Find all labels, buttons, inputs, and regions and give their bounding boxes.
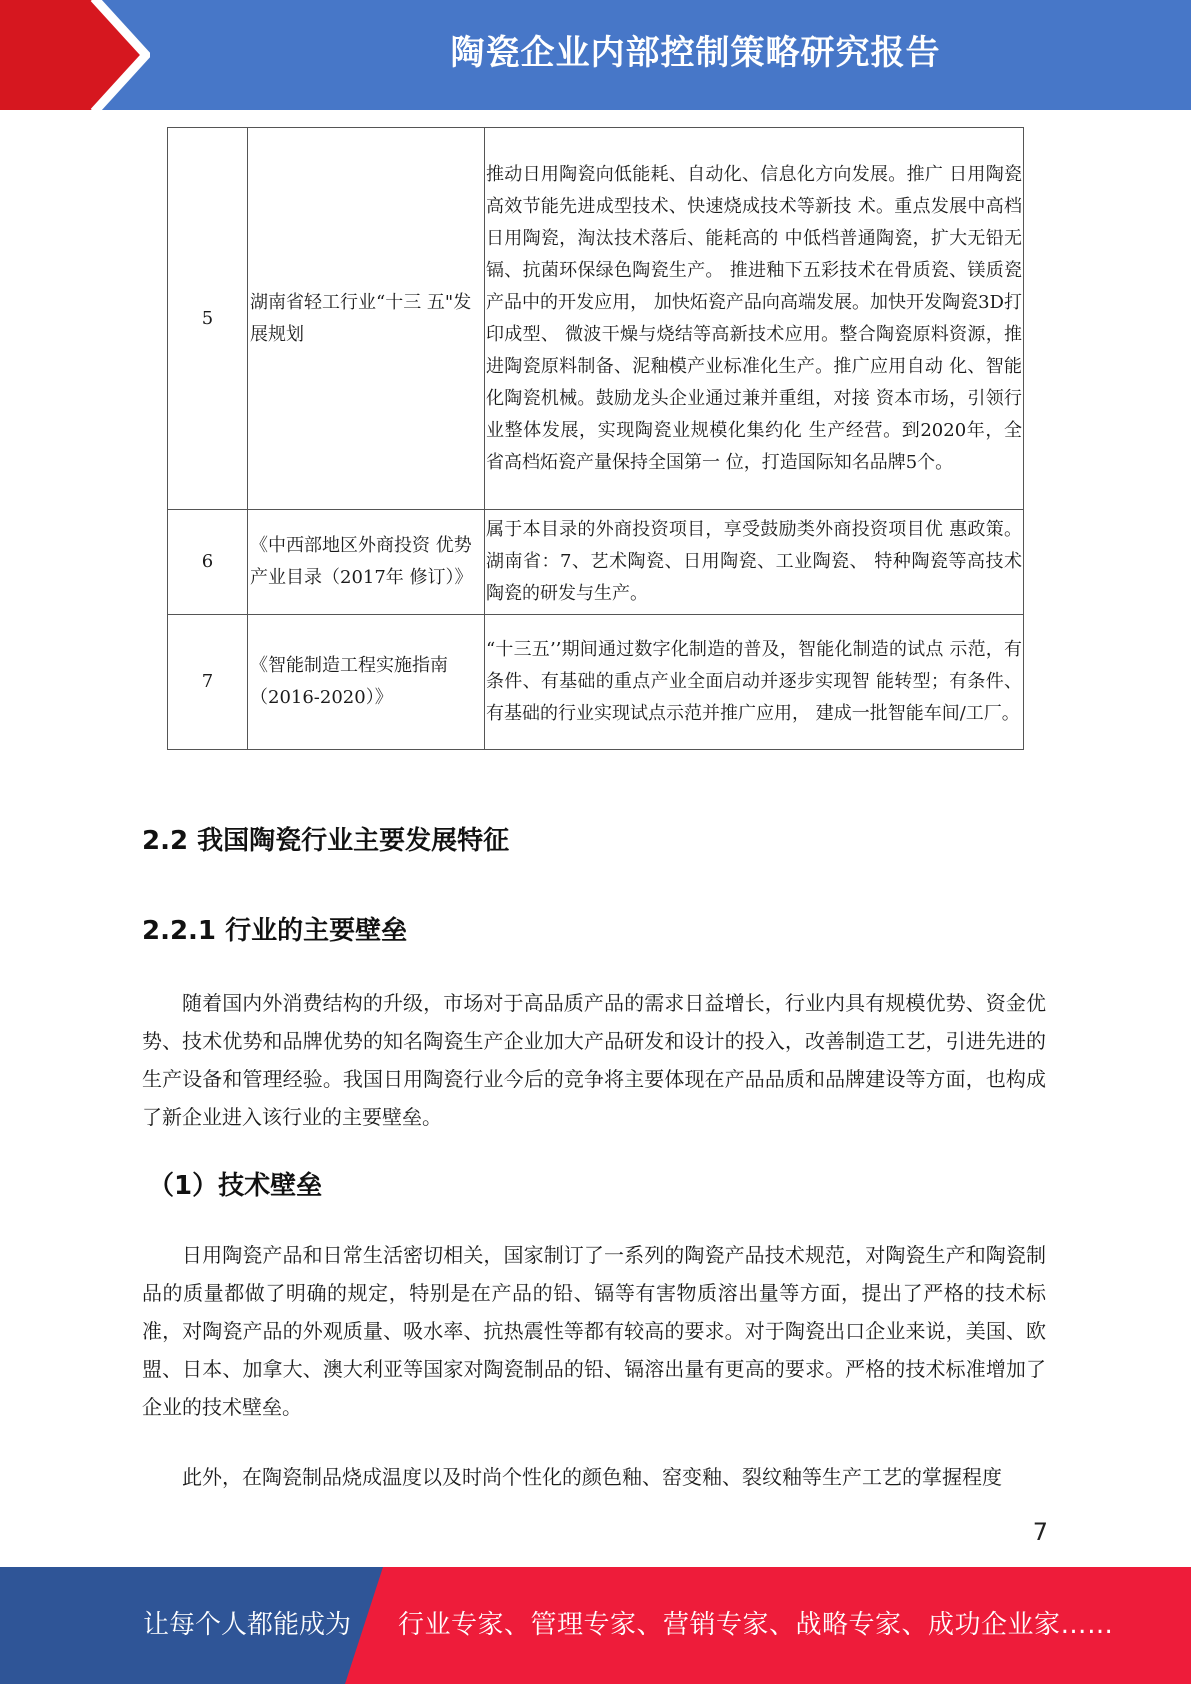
footer-slogan-right: 行业专家、管理专家、营销专家、战略专家、成功企业家…… — [398, 1610, 1114, 1640]
policy-name: 《智能制造工程实施指南（2016-2020）》 — [248, 615, 485, 750]
row-number: 6 — [168, 510, 248, 615]
report-title: 陶瓷企业内部控制策略研究报告 — [450, 33, 941, 73]
header-red-chevron — [0, 0, 150, 110]
section-heading: 2.2 我国陶瓷行业主要发展特征 — [142, 826, 510, 856]
policy-name: 《中西部地区外商投资 优势产业目录（2017年 修订）》 — [248, 510, 485, 615]
policy-description: 推动日用陶瓷向低能耗、自动化、信息化方向发展。推广 日用陶瓷高效节能先进成型技术、快速烧成技术等新技 术。重点发展中高档日用陶瓷，淘汰技术落后、能耗高的 中低档普通陶瓷，扩大无铅无镉、抗菌环保绿色陶瓷生产。 推进釉下五彩技术在骨质瓷、镁质瓷产品中的开发应用， 加快炻瓷产品向高端发展。加快开发陶瓷3D打印成型、 微波干燥与烧结等高新技术应用。整合陶瓷原料资源，推 进陶瓷原料制备、泥釉模产业标准化生产。推广应用自动 化、智能化陶瓷机械。鼓励龙头企业通过兼并重组，对接 资本市场，引领行业整体发展，实现陶瓷业规模化集约化 生产经营。到2020年，全省高档炻瓷产量保持全国第一 位，打造国际知名品牌5个。 — [485, 128, 1024, 510]
body-paragraph: 随着国内外消费结构的升级，市场对于高品质产品的需求日益增长，行业内具有规模优势、资金优势、技术优势和品牌优势的知名陶瓷生产企业加大产品研发和设计的投入，改善制造工艺，引进先进的生产设备和管理经验。我国日用陶瓷行业今后的竞争将主要体现在产品品质和品牌建设等方面，也构成了新企业进入该行业的主要壁垒。 — [142, 991, 1046, 1129]
row-number: 7 — [168, 615, 248, 750]
body-paragraph: 此外，在陶瓷制品烧成温度以及时尚个性化的颜色釉、窑变釉、裂纹釉等生产工艺的掌握程度 — [182, 1465, 1002, 1489]
body-paragraph: 日用陶瓷产品和日常生活密切相关，国家制订了一系列的陶瓷产品技术规范，对陶瓷生产和陶瓷制品的质量都做了明确的规定，特别是在产品的铅、镉等有害物质溶出量等方面，提出了严格的技术标准，对陶瓷产品的外观质量、吸水率、抗热震性等都有较高的要求。对于陶瓷出口企业来说，美国、欧盟、日本、加拿大、澳大利亚等国家对陶瓷制品的铅、镉溶出量有更高的要求。严格的技术标准增加了企业的技术壁垒。 — [142, 1243, 1046, 1419]
table-row — [168, 510, 1024, 615]
subheading-tech-barrier: （1）技术壁垒 — [148, 1171, 323, 1201]
page-number: 7 — [1032, 1518, 1048, 1546]
row-number: 5 — [168, 128, 248, 510]
footer-slogan-left: 让每个人都能成为 — [143, 1610, 352, 1640]
table-row — [168, 128, 1024, 510]
policy-description: 属于本目录的外商投资项目，享受鼓励类外商投资项目优 惠政策。湖南省：7、艺术陶瓷、日用陶瓷、工业陶瓷、 特种陶瓷等高技术陶瓷的研发与生产。 — [485, 510, 1024, 615]
table-row — [168, 615, 1024, 750]
policy-description: “十三五’’期间通过数字化制造的普及，智能化制造的试点 示范，有条件、有基础的重点产业全面启动并逐步实现智 能转型；有条件、有基础的行业实现试点示范并推广应用， 建成一批智能车间/工厂。 — [485, 615, 1024, 750]
policy-name: 湖南省轻工行业“十三 五"发展规划 — [248, 128, 485, 510]
subsection-heading: 2.2.1 行业的主要壁垒 — [142, 916, 408, 946]
page-header — [0, 0, 1191, 110]
policy-table — [167, 127, 1024, 750]
page-footer — [0, 1567, 1191, 1684]
